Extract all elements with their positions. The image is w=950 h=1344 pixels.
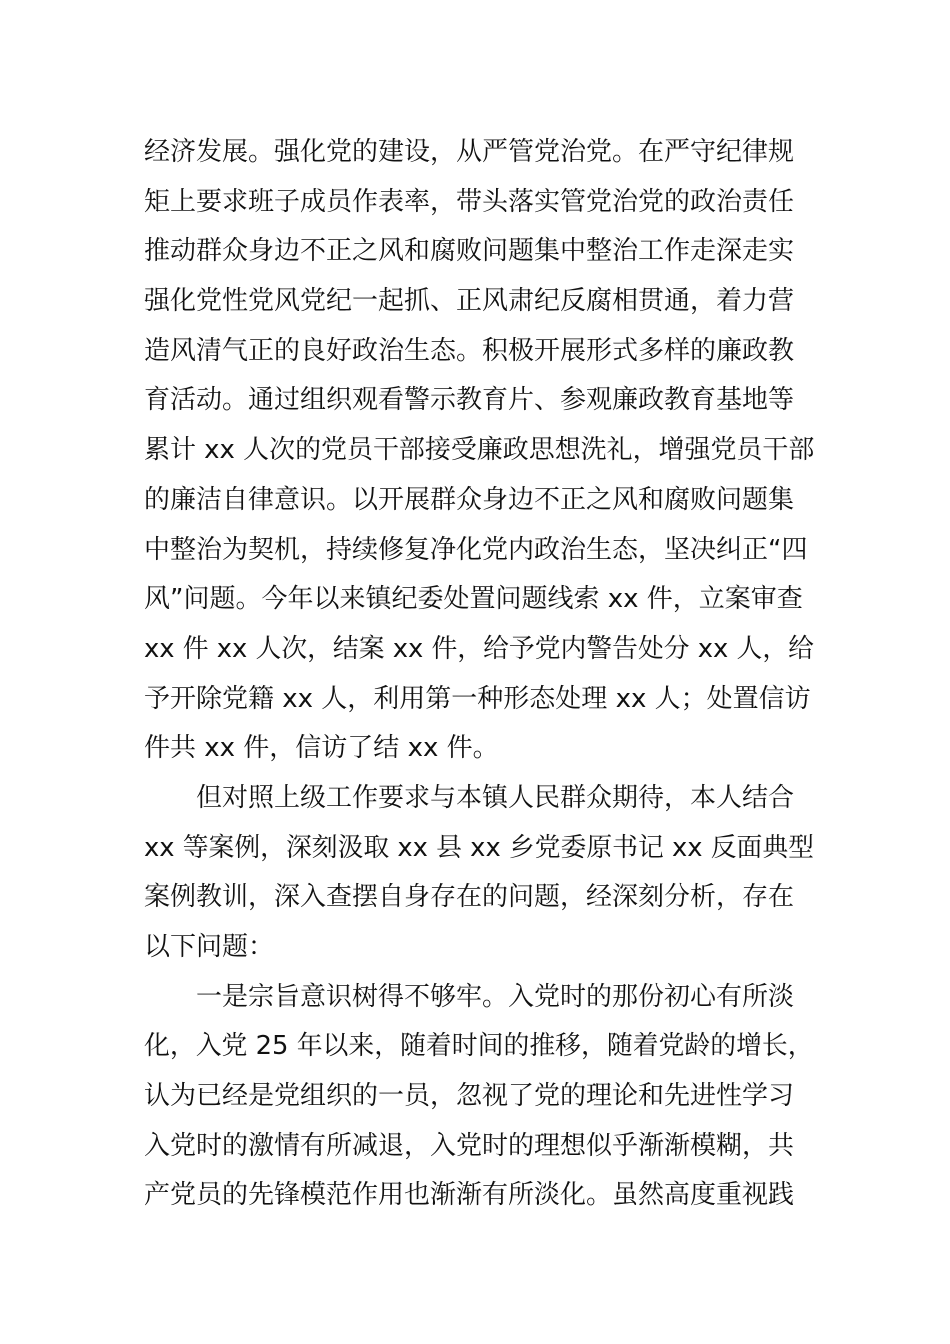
text-line: 入党时的激情有所减退，入党时的理想似乎渐渐模糊，共 — [144, 1130, 795, 1161]
text-line: xx 件 xx 人次，结案 xx 件，给予党内警告处分 xx 人，给 — [144, 633, 814, 664]
paragraph-start-line: 一是宗旨意识树得不够牢。入党时的那份初心有所淡 — [196, 981, 795, 1012]
text-line: 经济发展。强化党的建设，从严管党治党。在严守纪律规 — [144, 137, 795, 167]
text-line: 累计 xx 人次的党员干部接受廉政思想洗礼，增强党员干部 — [144, 435, 815, 466]
text-line: 矩上要求班子成员作表率，带头落实管党治党的政治责任 — [144, 186, 795, 217]
text-line: 以下问题： — [144, 932, 275, 962]
text-line: 认为已经是党组织的一员，忽视了党的理论和先进性学习 — [144, 1081, 795, 1112]
text-line: 造风清气正的良好政治生态。积极开展形式多样的廉政教 — [144, 335, 795, 366]
paragraph-start-line: 但对照上级工作要求与本镇人民群众期待，本人结合 — [196, 782, 795, 813]
text-line: 予开除党籍 xx 人，利用第一种形态处理 xx 人；处置信访 — [144, 683, 811, 714]
body-text — [144, 128, 814, 1221]
text-line: 育活动。通过组织观看警示教育片、参观廉政教育基地等 — [144, 385, 795, 416]
text-line: 强化党性党风党纪一起抓、正风肃纪反腐相贯通，着力营 — [144, 286, 795, 317]
text-line: xx 等案例，深刻汲取 xx 县 xx 乡党委原书记 xx 反面典型 — [144, 832, 814, 863]
text-line: 的廉洁自律意识。以开展群众身边不正之风和腐败问题集 — [144, 484, 795, 515]
text-line: 案例教训，深入查摆自身存在的问题，经深刻分析，存在 — [144, 882, 795, 913]
text-line: 风”问题。今年以来镇纪委处置问题线索 xx 件，立案审查 — [144, 584, 803, 615]
text-line: 产党员的先锋模范作用也渐渐有所淡化。虽然高度重视践 — [144, 1180, 795, 1211]
text-line: 推动群众身边不正之风和腐败问题集中整治工作走深走实 — [144, 236, 795, 267]
text-line: 中整治为契机，持续修复净化党内政治生态，坚决纠正“四 — [144, 534, 808, 565]
text-line: 件共 xx 件，信访了结 xx 件。 — [144, 733, 499, 764]
text-line: 化，入党 25 年以来，随着时间的推移，随着党龄的增长， — [144, 1031, 814, 1062]
